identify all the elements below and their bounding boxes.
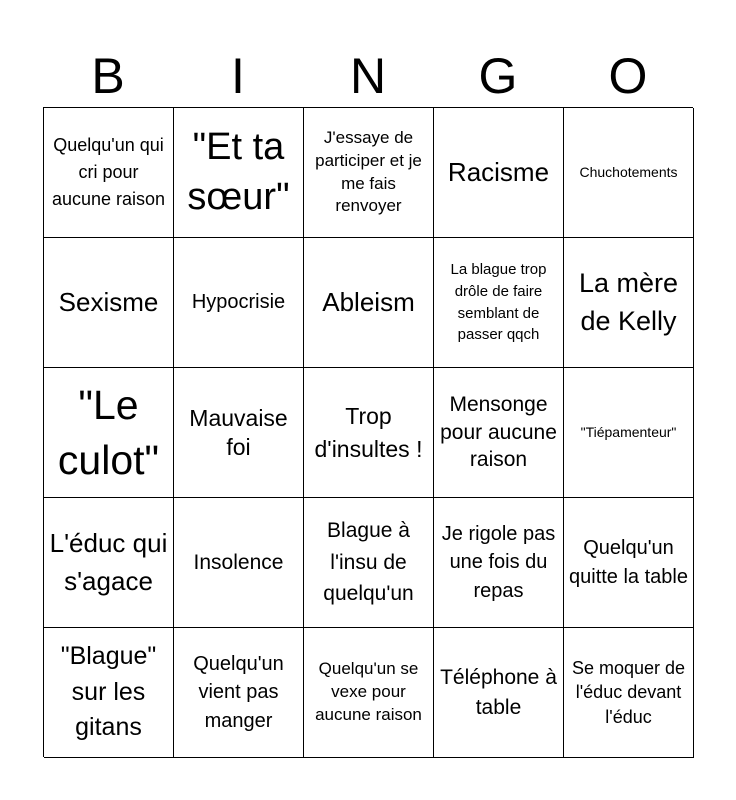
bingo-cell[interactable]: J'essaye de participer et je me fais renvoyer [304,108,434,238]
bingo-cell[interactable]: Sexisme [44,238,174,368]
bingo-cell[interactable]: Quelqu'un qui cri pour aucune raison [44,108,174,238]
bingo-cell[interactable]: Je rigole pas une fois du repas [434,498,564,628]
bingo-cell[interactable]: Quelqu'un quitte la table [564,498,694,628]
bingo-cell[interactable]: La blague trop drôle de faire semblant de passer qqch [434,238,564,368]
header-letter-i: I [231,48,245,104]
bingo-cell[interactable]: Hypocrisie [174,238,304,368]
bingo-cell[interactable]: Mauvaise foi [174,368,304,498]
header-letter-o: O [608,48,648,104]
bingo-cell[interactable]: Quelqu'un se vexe pour aucune raison [304,628,434,758]
bingo-cell[interactable]: L'éduc qui s'agace [44,498,174,628]
bingo-board [43,107,693,757]
bingo-header [43,48,693,104]
bingo-cell[interactable]: "Le culot" [44,368,174,498]
header-letter-b: B [91,48,125,104]
header-letter-g: G [478,48,518,104]
bingo-cell[interactable]: Téléphone à table [434,628,564,758]
bingo-cell[interactable]: La mère de Kelly [564,238,694,368]
bingo-cell[interactable]: Insolence [174,498,304,628]
bingo-cell[interactable]: Quelqu'un vient pas manger [174,628,304,758]
bingo-cell[interactable]: Racisme [434,108,564,238]
header-letter-n: N [349,48,387,104]
bingo-cell[interactable]: Trop d'insultes ! [304,368,434,498]
bingo-cell[interactable]: Chuchotements [564,108,694,238]
bingo-cell[interactable]: Blague à l'insu de quelqu'un [304,498,434,628]
bingo-cell[interactable]: Se moquer de l'éduc devant l'éduc [564,628,694,758]
bingo-cell[interactable]: "Blague" sur les gitans [44,628,174,758]
bingo-cell[interactable]: "Et ta sœur" [174,108,304,238]
bingo-cell[interactable]: "Tiépamenteur" [564,368,694,498]
bingo-cell[interactable]: Mensonge pour aucune raison [434,368,564,498]
bingo-cell[interactable]: Ableism [304,238,434,368]
